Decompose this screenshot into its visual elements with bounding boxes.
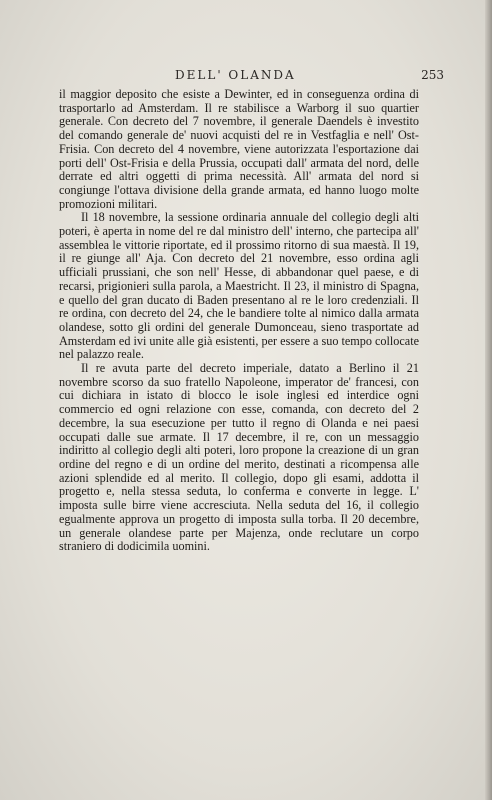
page-number: 253: [421, 68, 444, 82]
paragraph-1: il maggior deposito che esiste a Dewinter, ed in conseguenza ordina di trasportarlo ad Amsterdam. Il re stabilisce a Warborg il suo quartier generale. Con decreto del 7 novembre, il generale Daendels è investito del comando generale de' nuovi acquisti del re in Vestfaglia e nell' Ost-Frisia. Con decreto del 4 novembre, viene autorizzata l'esportazione dai porti dell' Ost-Frisia e della Prussia, occupati dall' armata del nord, delle derrate ed altri oggetti di prima necessità. All' armata del nord si congiunge l'ottava divisione della grande armata, ed hanno luogo molte promozioni militari.: [59, 87, 419, 211]
paragraph-3: Il re avuta parte del decreto imperiale, datato a Berlino il 21 novembre scorso da suo fratello Napoleone, imperator de' francesi, con cui dichiara in istato di blocco le isole inglesi ed interdice ogni commercio ed ogni relazione con esse, comanda, con decreto del 2 decembre, la sua esecuzione per tutto il regno di Olanda e nei paesi occupati dalle sue armate. Il 17 decembre, il re, con un messaggio indiritto al collegio degli alti poteri, loro propone la creazione di un gran ordine del regno e di un ordine del merito, destinati a ricompensa alle azioni splendide ed al merito. Il collegio, dopo gli esami, addotta il progetto e, nella stessa seduta, lo conferma e converte in legge. L' imposta sulle birre viene accresciuta. Nella seduta del 16, il collegio egualmente approva un progetto di imposta sulla torba. Il 20 decembre, un generale olandese parte per Majenza, onde reclutare un corpo straniero di dodicimila uomini.: [59, 361, 419, 554]
running-head: DELL' OLANDA: [175, 68, 296, 82]
page-header: [60, 68, 444, 84]
body-text: [59, 88, 419, 554]
page-edge-shadow: [485, 0, 492, 800]
paragraph-2: Il 18 novembre, la sessione ordinaria annuale del collegio degli alti poteri, è aperta in nome del re dal ministro dell' interno, che partecipa all' assemblea le vittorie riportate, ed il prossimo ritorno di sua maestà. Il 19, il re giunge all' Aja. Con decreto del 21 novembre, esso ordina agli ufficiali prussiani, che son nell' Hesse, di abbandonar quel paese, e di recarsi, prigionieri sulla parola, a Maestricht. Il 23, il ministro di Spagna, e quello del gran ducato di Baden presentano al re le loro credenziali. Il re ordina, con decreto del 24, che le bandiere tolte al nimico dalla armata olandese, sotto gli ordini del generale Dumonceau, sieno trasportate ad Amsterdam ed ivi unite alle già esistenti, per essere a suo tempo collocate nel palazzo reale.: [59, 210, 419, 362]
